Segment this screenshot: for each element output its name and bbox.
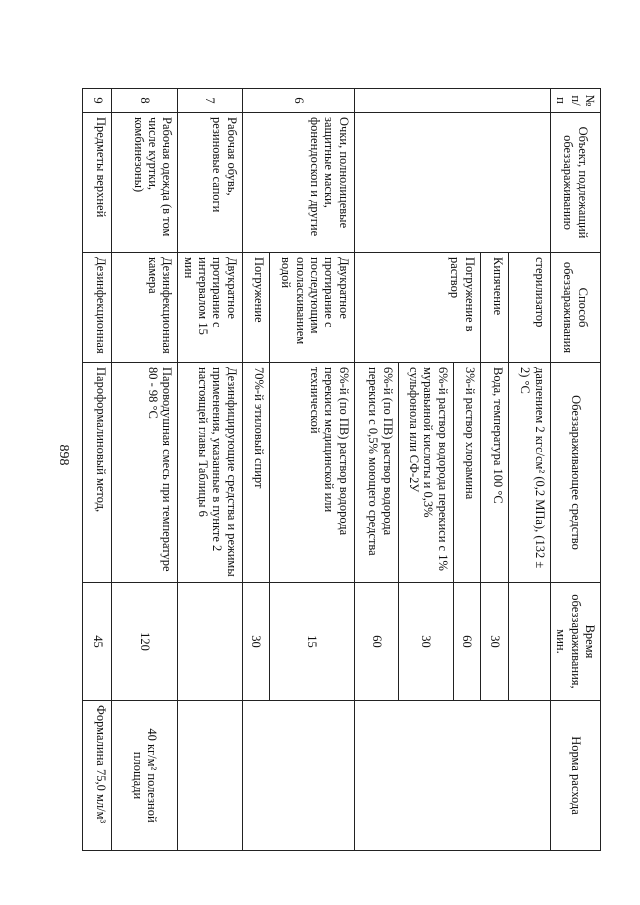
cell-agent: Вода, температура 100 °С bbox=[480, 363, 508, 583]
cell-num: 9 bbox=[83, 89, 112, 113]
cell-method: Дезинфекционная bbox=[83, 253, 112, 363]
cell-norm bbox=[354, 701, 550, 851]
cell-object bbox=[354, 113, 550, 253]
cell-method: Двукратное протирание с интервалом 15 мин bbox=[178, 253, 243, 363]
table-row bbox=[83, 89, 112, 851]
cell-method: Дезинфекционная камера bbox=[112, 253, 178, 363]
cell-agent: 3%-й раствор хлорамина bbox=[453, 363, 480, 583]
cell-time: 120 bbox=[112, 583, 178, 701]
cell-agent: Пароформалиновый метод, bbox=[83, 363, 112, 583]
cell-time: 45 bbox=[83, 583, 112, 701]
cell-num bbox=[354, 89, 550, 113]
cell-agent: 70%-й этиловый спирт bbox=[242, 363, 269, 583]
cell-method: Кипячение bbox=[480, 253, 508, 363]
cell-time bbox=[178, 583, 243, 701]
cell-time: 30 bbox=[480, 583, 508, 701]
cell-agent: 6%-й раствор водорода перекиси с 1% муравьиной кислоты и 0,3% сульфонола или СФ-2У bbox=[398, 363, 453, 583]
cell-object: Рабочая обувь, резиновые сапоги bbox=[178, 113, 243, 253]
header-num: № п/п bbox=[550, 89, 600, 113]
table-container bbox=[88, 88, 601, 850]
table-row bbox=[269, 89, 354, 851]
table-row bbox=[508, 89, 550, 851]
cell-agent: Дезинфицирующие средства и режимы применения, указанные в пункте 2 настоящей главы Таблицы 6 bbox=[178, 363, 243, 583]
cell-time: 30 bbox=[242, 583, 269, 701]
cell-agent: Пароводушная смесь при температуре 80 - 98 °С bbox=[112, 363, 178, 583]
page-number: 898 bbox=[56, 444, 71, 466]
header-agent: Обеззараживающее средство bbox=[550, 363, 600, 583]
cell-agent: давлением 2 кгс/см² (0,2 МПа), (132 ± 2) °С bbox=[508, 363, 550, 583]
table-header-row bbox=[550, 89, 600, 851]
cell-method: Двукратное протирание с последующим ополаскиванием водой bbox=[269, 253, 354, 363]
disinfection-table bbox=[82, 88, 601, 851]
cell-agent: 6%-й (по ПВ) раствор водорода перекиси с 0,5% моющего средства bbox=[354, 363, 398, 583]
header-norm: Норма расхода bbox=[550, 701, 600, 851]
cell-method: Погружение в раствор bbox=[354, 253, 480, 363]
rotated-page bbox=[88, 88, 601, 850]
cell-norm bbox=[178, 701, 243, 851]
table-row bbox=[112, 89, 178, 851]
header-method: Способ обеззараживания bbox=[550, 253, 600, 363]
cell-num: 6 bbox=[242, 89, 354, 113]
cell-num: 7 bbox=[178, 89, 243, 113]
cell-object: Очки, полнолицевые защитные маски, фонендоскоп и другие bbox=[242, 113, 354, 253]
cell-time: 30 bbox=[398, 583, 453, 701]
header-object: Объект, подлежащий обеззараживанию bbox=[550, 113, 600, 253]
cell-object: Предметы верхней bbox=[83, 113, 112, 253]
table-row bbox=[178, 89, 243, 851]
cell-num: 8 bbox=[112, 89, 178, 113]
cell-time: 60 bbox=[354, 583, 398, 701]
cell-norm bbox=[242, 701, 354, 851]
cell-object: Рабочая одежда (в том числе куртки, комбинезоны) bbox=[112, 113, 178, 253]
cell-method: Погружение bbox=[242, 253, 269, 363]
cell-agent: 6%-й (по ПВ) раствор водорода перекиси медицинской или технической bbox=[269, 363, 354, 583]
cell-time: 15 bbox=[269, 583, 354, 701]
cell-time: 60 bbox=[453, 583, 480, 701]
cell-method: стерилизатор bbox=[508, 253, 550, 363]
cell-norm: Формалина 75,0 мл/м³ bbox=[83, 701, 112, 851]
cell-time bbox=[508, 583, 550, 701]
cell-norm: 40 кг/м² полезной площади bbox=[112, 701, 178, 851]
header-time: Время обеззараживания, мин. bbox=[550, 583, 600, 701]
